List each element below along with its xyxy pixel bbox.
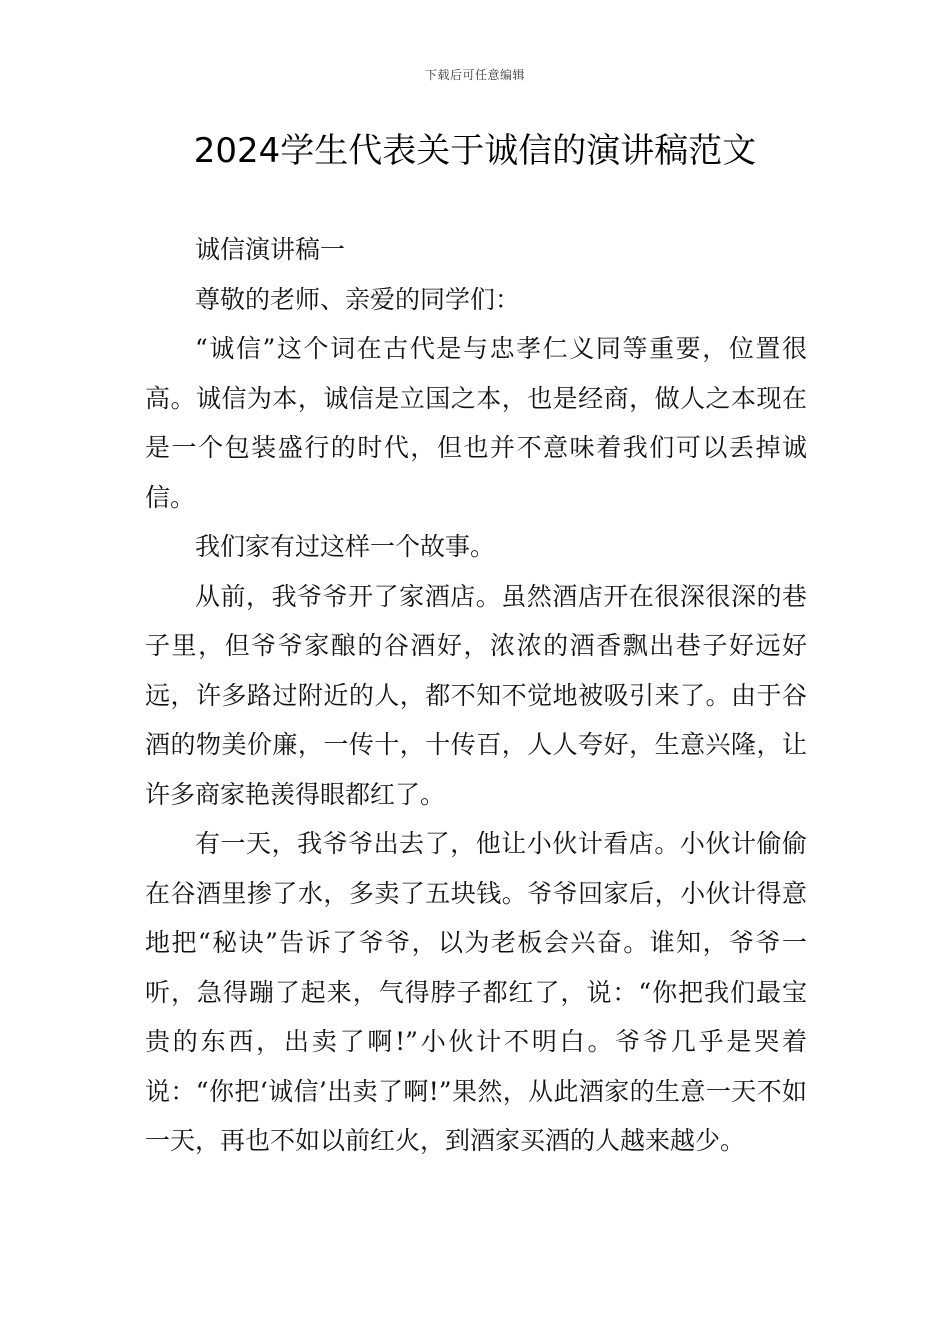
section-heading: 诚信演讲稿一 bbox=[195, 235, 346, 264]
paragraph: “诚信”这个词在古代是与忠孝仁义同等重要，位置很高。诚信为本，诚信是立国之本，也是经商，做人之本现在是一个包装盛行的时代，但也并不意味着我们可以丢掉诚信。 bbox=[145, 334, 807, 512]
document-body bbox=[145, 225, 807, 1166]
paragraph: 我们家有过这样一个故事。 bbox=[195, 532, 496, 561]
document-title: 2024学生代表关于诚信的演讲稿范文 bbox=[193, 131, 757, 171]
paragraph: 从前，我爷爷开了家酒店。虽然酒店开在很深很深的巷子里，但爷爷家酿的谷酒好，浓浓的酒香飘出巷子好远好远，许多路过附近的人，都不知不觉地被吸引来了。由于谷酒的物美价廉，一传十，十传百，人人夸好，生意兴隆，让许多商家艳羡得眼都红了。 bbox=[145, 581, 807, 809]
header-note: 下载后可任意编辑 bbox=[424, 68, 525, 82]
paragraph: 有一天，我爷爷出去了，他让小伙计看店。小伙计偷偷在谷酒里掺了水，多卖了五块钱。爷爷回家后，小伙计得意地把“秘诀”告诉了爷爷，以为老板会兴奋。谁知，爷爷一听，急得蹦了起来，气得脖子都红了，说：“你把我们最宝贵的东西，出卖了啊!”小伙计不明白。爷爷几乎是哭着说：“你把‘诚信’出卖了啊!”果然，从此酒家的生意一天不如一天，再也不如以前红火，到酒家买酒的人越来越少。 bbox=[145, 829, 807, 1155]
salutation: 尊敬的老师、亲爱的同学们： bbox=[195, 284, 521, 314]
